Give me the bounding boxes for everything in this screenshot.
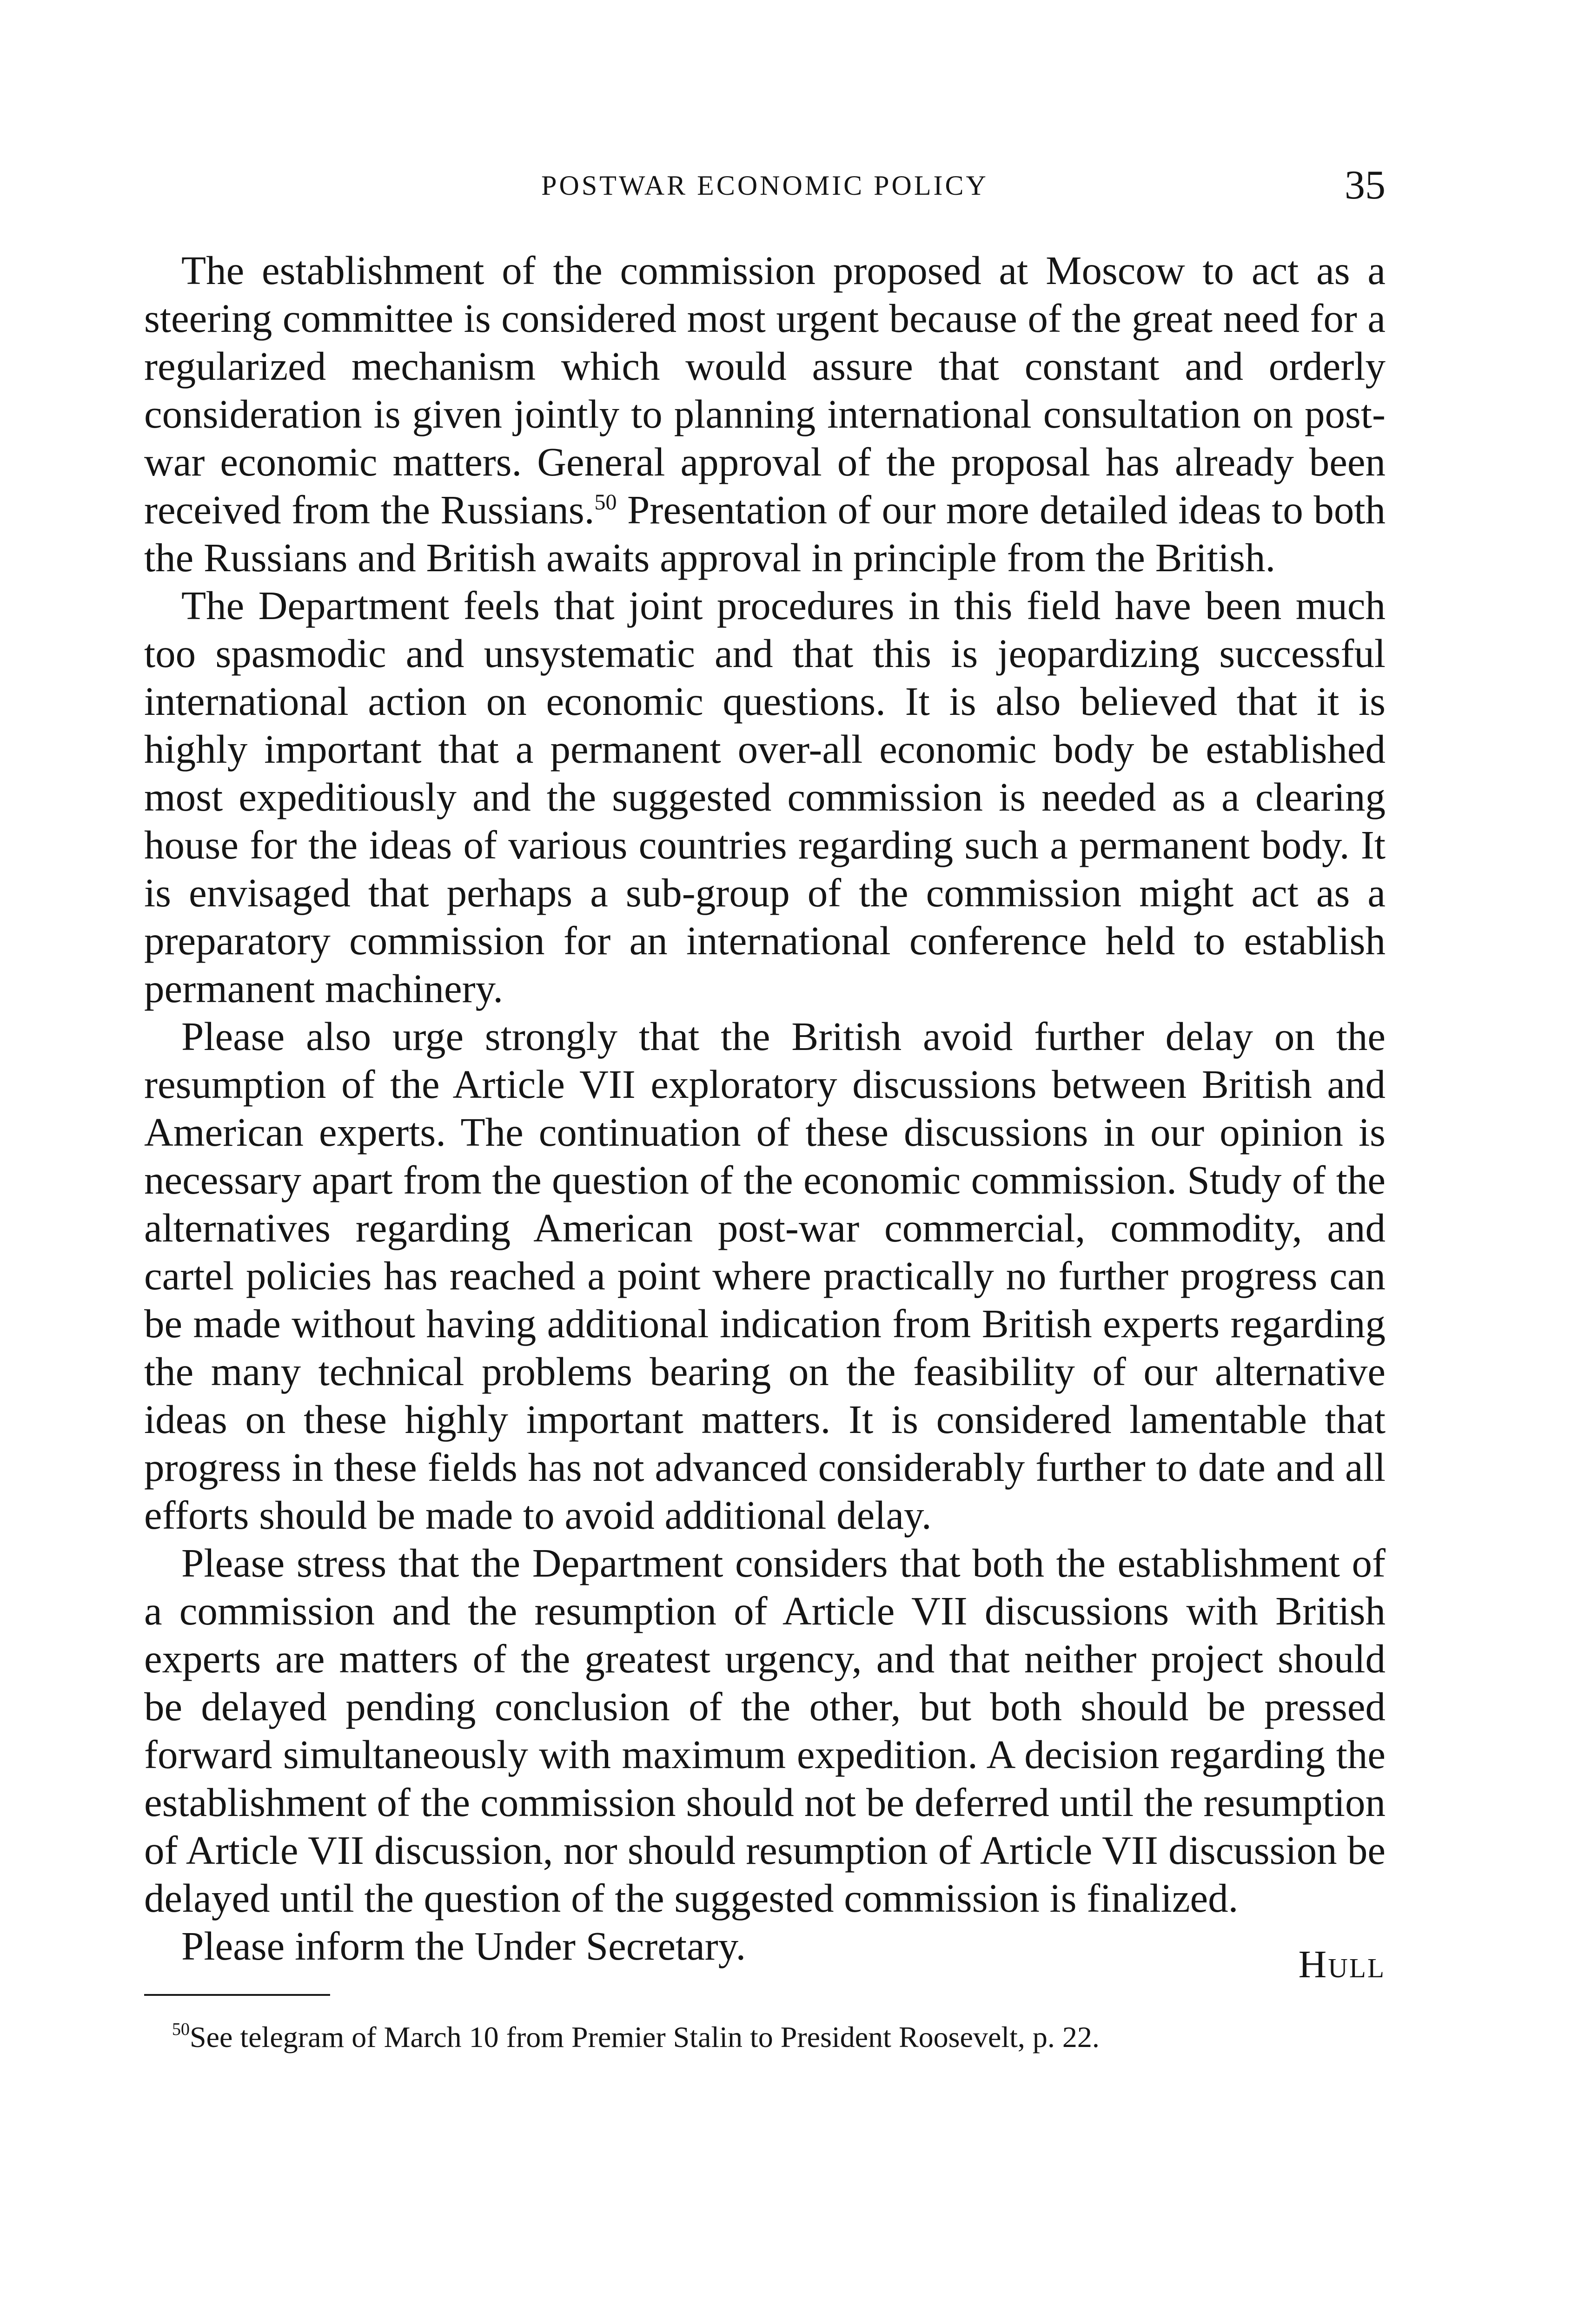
paragraph: Please also urge strongly that the British avoid further delay on the resumption of the Article VII exploratory discussions between British and American experts. The continuation of these discussions in our opinion is necessary apart from the question of the economic commission. Study of the alternatives regarding American post-war commercial, commodity, and cartel policies has reached a point where practically no further progress can be made without having additional indication from British experts regarding the many technical problems bearing on the feasibility of our alternative ideas on these highly important matters. It is considered lamentable that progress in these fields has not advanced considerably further to date and all efforts should be made to avoid additional delay. (144, 1014, 1386, 1538)
running-head (144, 165, 1386, 216)
page-number: 35 (1345, 163, 1386, 208)
footnote-text: See telegram of March 10 from Premier Stalin to President Roosevelt, p. 22. (190, 2020, 1100, 2053)
footnote-marker: 50 (172, 2020, 190, 2039)
footnote-text-block (144, 2017, 1386, 2057)
paragraph: The Department feels that joint procedures in this field have been much too spasmodic and unsystematic and that this is jeopardizing successful international action on economic questions. It is also believed that it is highly important that a permanent over-all economic body be established most expeditiously and the suggested commission is needed as a clearing house for the ideas of various countries regarding such a permanent body. It is envisaged that perhaps a sub-group of the commission might act as a preparatory commission for an international conference held to establish permanent machinery. (144, 583, 1386, 1011)
paragraph-text: Presentation of our more detailed ideas to both the Russians and British awaits approval in principle from the British. (144, 487, 1386, 580)
paragraph-text: The establishment of the commission proposed at Moscow to act as a steering committee is considered most urgent because of the great need for a regularized mechanism which would assure that constant and orderly consideration is given jointly to planning international consultation on post-war economic matters. General approval of the proposal has already been received from the Russians. (144, 248, 1386, 532)
footnote-rule (144, 1994, 330, 1996)
footnote (144, 2017, 1386, 2057)
footnote-reference: 50 (594, 490, 617, 515)
running-title: POSTWAR ECONOMIC POLICY (541, 170, 988, 201)
signature: Hull (1298, 1943, 1386, 1986)
body-text (144, 246, 1386, 1970)
paragraph (144, 246, 1386, 581)
paragraph: Please inform the Under Secretary. (181, 1923, 746, 1968)
paragraph: Please stress that the Department considers that both the establishment of a commission and the resumption of Article VII discussions with British experts are matters of the greatest urgency, and that neither project should be delayed pending conclusion of the other, but both should be pressed forward simultaneously with maximum expedition. A decision regarding the establishment of the commission should not be deferred until the resumption of Article VII discussion, nor should resumption of Article VII discussion be delayed until the question of the suggested commission is finalized. (144, 1540, 1386, 1921)
